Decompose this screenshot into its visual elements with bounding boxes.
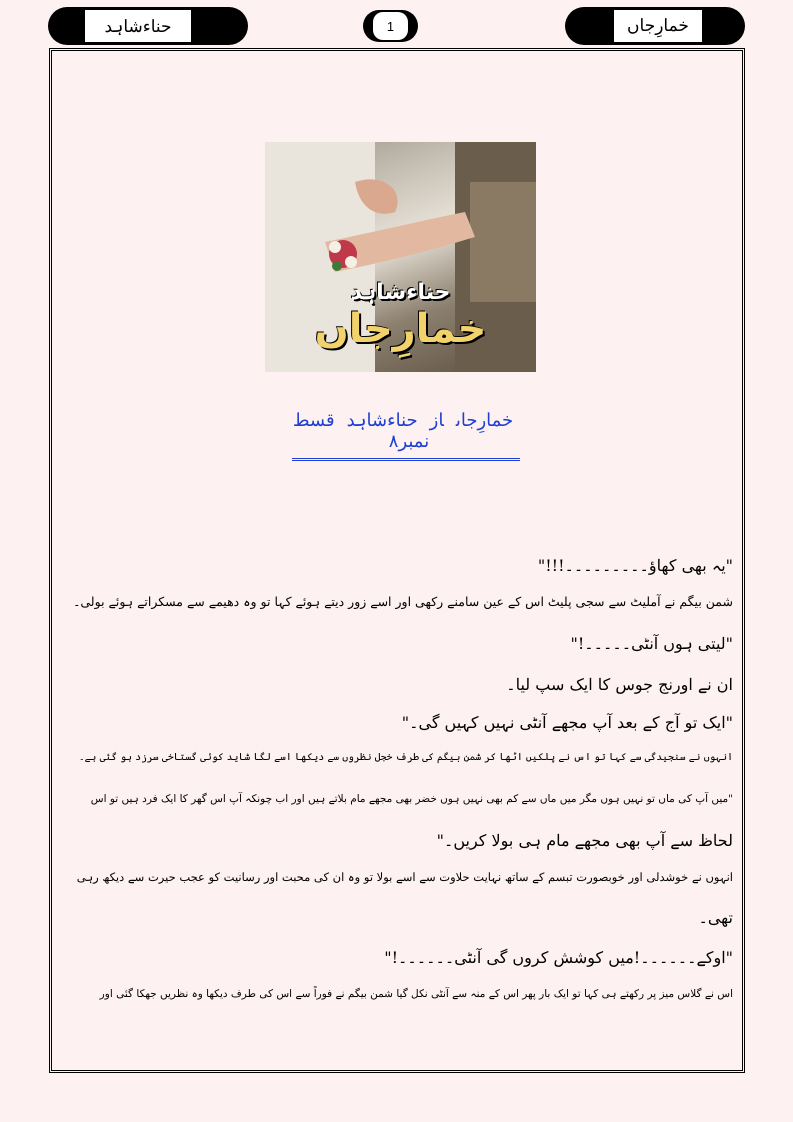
cover-image bbox=[265, 142, 536, 372]
body-line: "یہ بھی کھاؤ۔۔۔۔۔۔۔۔۔!!!" bbox=[537, 556, 733, 575]
heading-author: حناءشاہد bbox=[346, 410, 418, 431]
body-line: "ایک تو آج کے بعد آپ مجھے آنٹی نہیں کہیں گی۔" bbox=[401, 713, 733, 732]
header-author: حناءشاہد bbox=[84, 9, 192, 43]
heading-by: از bbox=[429, 410, 444, 431]
body-line: "لیتی ہوں آنٹی۔۔۔۔۔!" bbox=[570, 634, 733, 653]
body-line: انہوں نے سنجیدگی سے کہا تو اس نے پلکیں اٹھا کر شمن بیگم کی طرف خجل نظروں سے دیکھا اسے لگا شاید کوئی گستاخی سرزد ہو گئی ہے۔ bbox=[78, 752, 733, 763]
cover-title: خمارِجاں bbox=[314, 306, 487, 352]
body-line: انہوں نے خوشدلی اور خوبصورت تبسم کے ساتھ نہایت حلاوت سے اسے بولا تو وہ ان کی محبت اور رسانیت کو عجب حیرت سے دیکھ رہی bbox=[76, 870, 733, 884]
body-line: "اوکے۔۔۔۔۔۔!میں کوشش کروں گی آنٹی۔۔۔۔۔۔!" bbox=[384, 948, 733, 967]
header-title-tab bbox=[565, 7, 745, 45]
cover-author: حناءشاہد bbox=[350, 280, 451, 305]
body-line: شمن بیگم نے آملیٹ سے سجی پلیٹ اس کے عین سامنے رکھی اور اسے زور دیتے ہوئے کہا تو وہ دھیمے سے مسکراتے ہوئے بولی۔ bbox=[73, 594, 733, 609]
heading-title: خمارِجاں bbox=[455, 410, 514, 431]
body-line: "میں آپ کی ماں تو نہیں ہوں مگر میں ماں سے کم بھی نہیں ہوں خضر بھی مجھے مام بلاتے ہیں اور اب چونکہ آپ اس گھر کا ایک فرد ہیں تو اس bbox=[90, 793, 733, 805]
body-line: ان نے اورنج جوس کا ایک سپ لیا۔ bbox=[506, 675, 733, 694]
page-number-badge bbox=[363, 10, 418, 42]
body-line: لحاظ سے آپ بھی مجھے مام ہی بولا کریں۔" bbox=[436, 831, 733, 850]
body-line: تھی۔ bbox=[698, 908, 733, 927]
heading-episode: قسط نمبر۸ bbox=[292, 410, 430, 452]
header-author-tab bbox=[48, 7, 248, 45]
body-line: اس نے گلاس میز پر رکھتے ہی کہا تو ایک بار پھر اس کے منہ سے آنٹی نکل گیا شمن بیگم نے فوراً سے اس کی طرف دیکھا وہ نظریں جھکا گئی اور bbox=[99, 988, 733, 1000]
page-number: 1 bbox=[373, 12, 408, 40]
header-title: خمارِجاں bbox=[613, 9, 703, 43]
episode-heading bbox=[292, 410, 520, 461]
